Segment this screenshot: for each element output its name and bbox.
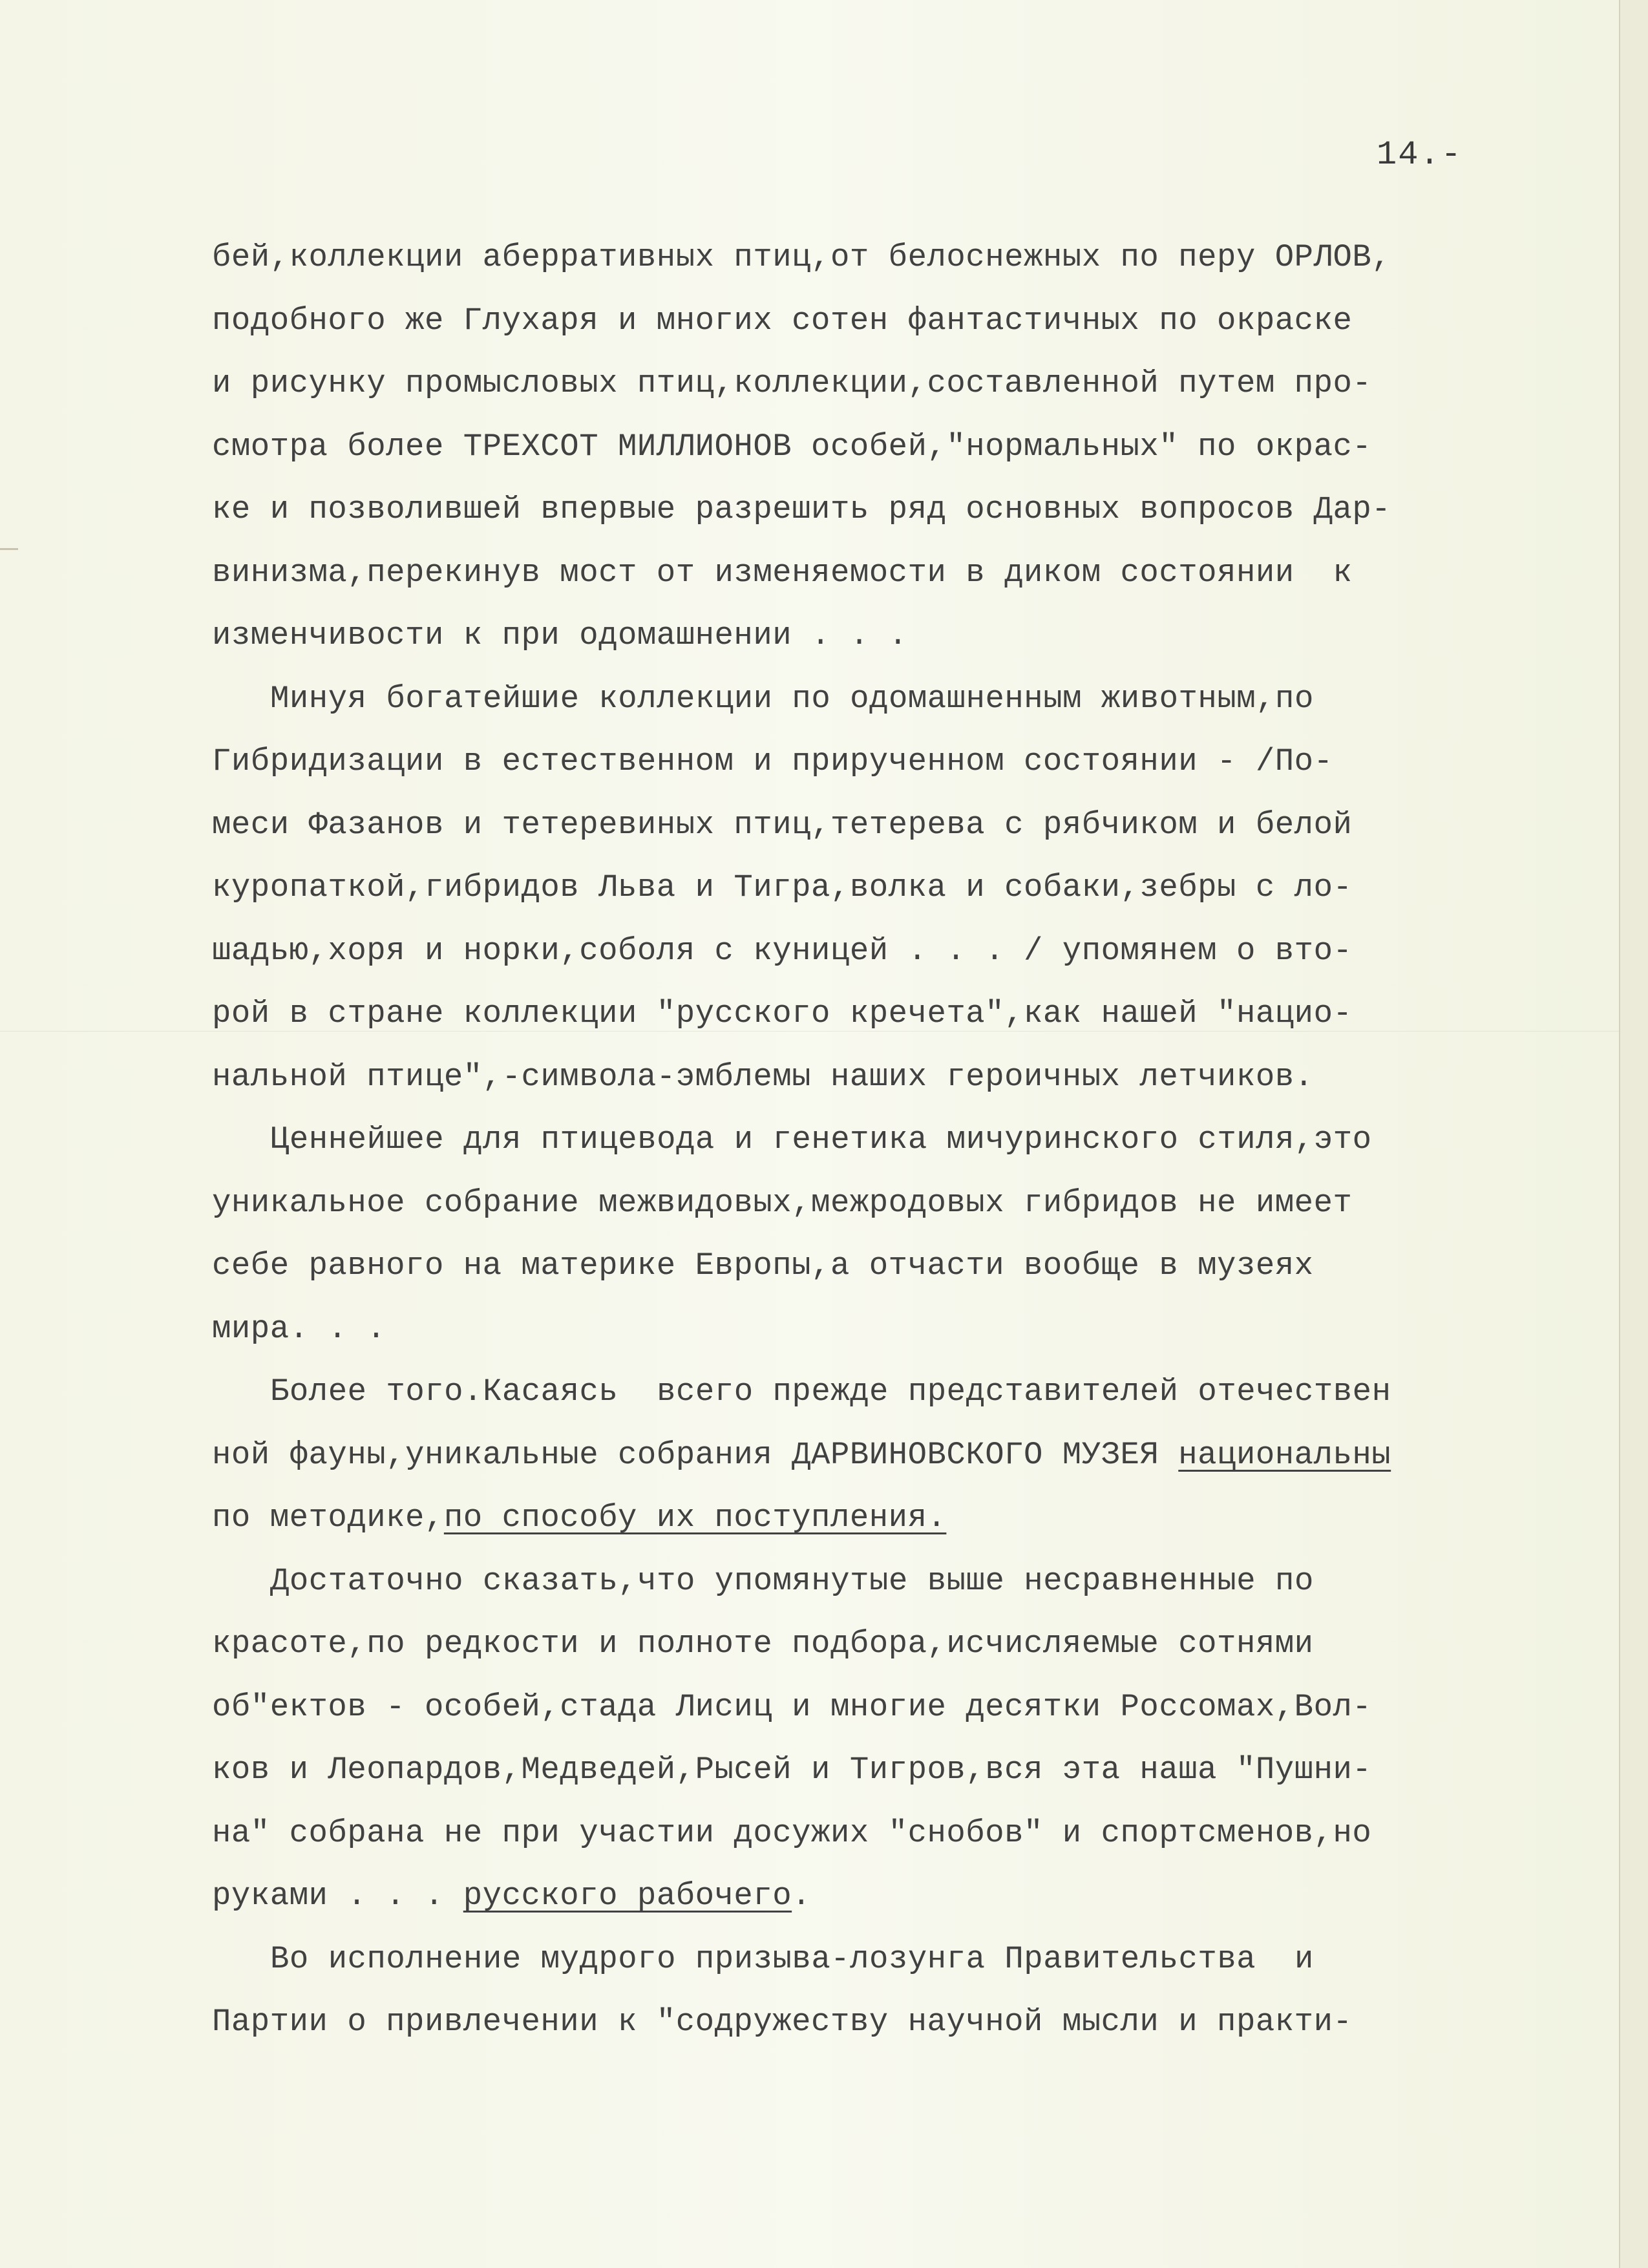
text-line — [212, 1928, 1569, 1991]
text-line — [212, 290, 1569, 353]
text-line — [212, 1361, 1569, 1424]
text-line — [212, 1991, 1569, 2054]
text-line — [212, 1550, 1569, 1613]
document-body — [212, 226, 1569, 2054]
text-line-content: Достаточно сказать,что упомянутые выше несравненные по — [270, 1562, 1314, 1599]
text-line — [212, 542, 1569, 605]
text-line-content: ной фауны,уникальные собрания ДАРВИНОВСКОГО МУЗЕЯ — [212, 1436, 1179, 1473]
text-line — [212, 794, 1569, 857]
text-line-content: куропаткой,гибридов Льва и Тигра,волка и собаки,зебры с ло- — [212, 869, 1353, 906]
scan-edge — [1619, 0, 1648, 2268]
text-line — [212, 604, 1569, 668]
text-line-content: красоте,по редкости и полноте подбора,исчисляемые сотнями — [212, 1626, 1314, 1662]
text-line-content: рой в стране коллекции "русского кречета",как нашей "нацио- — [212, 995, 1353, 1032]
text-line — [212, 1172, 1569, 1235]
text-line-content: Партии о привлечении к "содружеству научной мысли и практи- — [212, 2004, 1353, 2040]
text-line-content: Ценнейшее для птицевода и генетика мичуринского стиля,это — [270, 1121, 1372, 1158]
underlined-text: национальны — [1178, 1436, 1391, 1473]
paper-edge-mark — [0, 548, 18, 550]
text-line — [212, 1235, 1569, 1298]
text-line — [212, 730, 1569, 794]
text-line-content: себе равного на материке Европы,а отчасти вообще в музеях — [212, 1247, 1314, 1284]
text-line-content: подобного же Глухаря и многих сотен фантастичных по окраске — [212, 302, 1353, 339]
text-line — [212, 1108, 1569, 1172]
text-line — [212, 226, 1569, 290]
text-line — [212, 1298, 1569, 1361]
text-line-content: Во исполнение мудрого призыва-лозунга Правительства и — [270, 1940, 1314, 1977]
page-number: 14.- — [1377, 136, 1463, 174]
text-line — [212, 416, 1569, 479]
text-line-content: руками . . . — [212, 1878, 463, 1914]
text-line-content: изменчивости к при одомашнении . . . — [212, 617, 908, 653]
text-line — [212, 1487, 1569, 1550]
text-line — [212, 668, 1569, 731]
text-line-content: бей,коллекции аберративных птиц,от белоснежных по перу ОРЛОВ, — [212, 239, 1391, 275]
text-line — [212, 478, 1569, 542]
text-line — [212, 920, 1569, 983]
text-line-content: смотра более ТРЕХСОТ МИЛЛИОНОВ особей,"нормальных" по окрас- — [212, 428, 1372, 465]
text-line-content: по методике, — [212, 1500, 444, 1536]
text-line-content: на" собрана не при участии досужих "снобов" и спортсменов,но — [212, 1814, 1372, 1851]
text-line — [212, 856, 1569, 920]
text-line — [212, 1739, 1569, 1802]
text-line — [212, 982, 1569, 1046]
text-line-suffix: . — [792, 1878, 812, 1914]
underlined-text: русского рабочего — [463, 1878, 792, 1914]
text-line-content: шадью,хоря и норки,соболя с куницей . . . / упомянем о вто- — [212, 932, 1353, 969]
text-line-content: об"ектов - особей,стада Лисиц и многие десятки Россомах,Вол- — [212, 1688, 1372, 1725]
text-line — [212, 1865, 1569, 1928]
text-line-content: мира. . . — [212, 1310, 386, 1347]
text-line-content: Более того.Касаясь всего прежде представителей отечествен — [270, 1373, 1391, 1410]
text-line-content: меси Фазанов и тетеревиных птиц,тетерева с рябчиком и белой — [212, 806, 1353, 843]
text-line-content: ке и позволившей впервые разрешить ряд основных вопросов Дар- — [212, 491, 1391, 527]
text-line-content: Гибридизации в естественном и прирученном состоянии - /По- — [212, 743, 1333, 779]
text-line — [212, 1424, 1569, 1487]
underlined-text: по способу их поступления. — [443, 1500, 947, 1536]
text-line-content: нальной птице",-символа-эмблемы наших героичных летчиков. — [212, 1058, 1314, 1095]
text-line — [212, 1046, 1569, 1109]
text-line — [212, 1613, 1569, 1676]
text-line-content: ков и Леопардов,Медведей,Рысей и Тигров,вся эта наша "Пушни- — [212, 1752, 1372, 1788]
text-line-content: винизма,перекинув мост от изменяемости в диком состоянии к — [212, 554, 1353, 591]
text-line — [212, 1802, 1569, 1865]
text-line-content: уникальное собрание межвидовых,межродовых гибридов не имеет — [212, 1184, 1353, 1221]
text-line — [212, 1676, 1569, 1739]
text-line — [212, 352, 1569, 416]
text-line-content: и рисунку промысловых птиц,коллекции,составленной путем про- — [212, 365, 1372, 401]
text-line-content: Минуя богатейшие коллекции по одомашненным животным,по — [270, 680, 1314, 717]
